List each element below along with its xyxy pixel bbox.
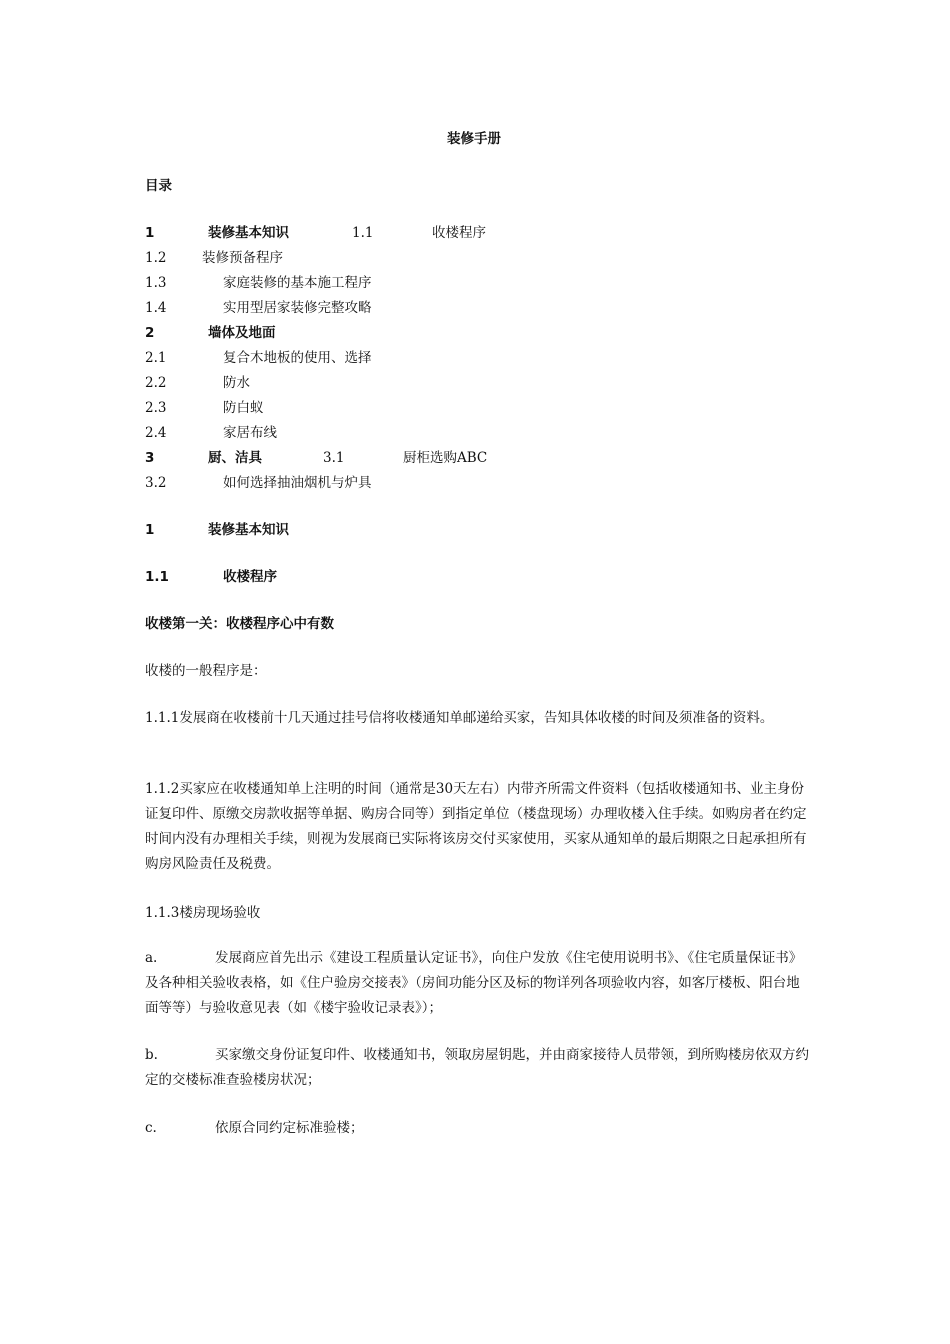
- toc-text: 墙体及地面: [208, 325, 276, 341]
- toc-text: 装修基本知识: [208, 225, 289, 241]
- list-item-c: [145, 1116, 810, 1141]
- list-item-label: b.: [145, 1047, 158, 1063]
- toc-heading: 目录: [145, 178, 172, 194]
- toc-sub-num: 1.1: [352, 225, 374, 241]
- paragraph-1-1-3: 1.1.3楼房现场验收: [145, 905, 261, 921]
- list-item-label: c.: [145, 1120, 157, 1136]
- toc-sub-text: 收楼程序: [432, 225, 486, 241]
- paragraph-1-1-2: 1.1.2买家应在收楼通知单上注明的时间（通常是30天左右）内带齐所需文件资料（包括收楼通知书、业主身份证复印件、原缴交房款收据等单据、购房合同等）到指定单位（楼盘现场）办理收楼入住手续。如购房者在约定时间内没有办理相关手续，则视为发展商已实际将该房交付买家使用，买家从通知单的最后期限之日起承担所有购房风险责任及税费。: [145, 781, 807, 872]
- toc-text: 厨、洁具: [208, 450, 262, 466]
- intro-text: 收楼的一般程序是：: [145, 663, 267, 679]
- list-item-text: 买家缴交身份证复印件、收楼通知书，领取房屋钥匙，并由商家接待人员带领，到所购楼房依双方约定的交楼标准查验楼房状况；: [145, 1047, 809, 1088]
- toc-text: 家庭装修的基本施工程序: [223, 275, 372, 291]
- section-number: 1: [145, 522, 155, 538]
- toc-text: 家居布线: [223, 425, 277, 441]
- toc-num: 2.3: [145, 400, 167, 416]
- subheading: 收楼第一关：收楼程序心中有数: [145, 616, 334, 632]
- toc-text: 如何选择抽油烟机与炉具: [223, 475, 372, 491]
- toc-num: 2: [145, 325, 155, 341]
- toc-text: 防白蚁: [223, 400, 264, 416]
- toc-sub-text: 厨柜选购ABC: [403, 450, 488, 466]
- toc-num: 3: [145, 450, 155, 466]
- list-item-text: 依原合同约定标准验楼；: [215, 1120, 364, 1136]
- section-heading: 装修基本知识: [208, 522, 289, 538]
- subsection-heading: 收楼程序: [223, 569, 277, 585]
- list-item-label: a.: [145, 950, 158, 966]
- toc-num: 2.2: [145, 375, 167, 391]
- toc-num: 2.4: [145, 425, 167, 441]
- list-item-text: 发展商应首先出示《建设工程质量认定证书》，向住户发放《住宅使用说明书》、《住宅质量保证书》及各种相关验收表格，如《住户验房交接表》（房间功能分区及标的物详列各项验收内容，如客厅楼板、阳台地面等等）与验收意见表（如《楼宇验收记录表》）；: [145, 950, 803, 1016]
- toc-num: 1.2: [145, 250, 167, 266]
- toc-num: 2.1: [145, 350, 167, 366]
- list-item-a: [145, 946, 810, 1021]
- toc-num: 1: [145, 225, 155, 241]
- toc-num: 1.3: [145, 275, 167, 291]
- list-item-b: [145, 1043, 810, 1093]
- toc-text: 实用型居家装修完整攻略: [223, 300, 372, 316]
- paragraph-1-1-1: 1.1.1发展商在收楼前十几天通过挂号信将收楼通知单邮递给买家，告知具体收楼的时间及须准备的资料。: [145, 710, 774, 726]
- document-title: 装修手册: [447, 131, 501, 147]
- toc-num: 1.4: [145, 300, 167, 316]
- toc-sub-num: 3.1: [323, 450, 345, 466]
- toc-num: 3.2: [145, 475, 167, 491]
- toc-text: 装修预备程序: [202, 250, 283, 266]
- toc-text: 复合木地板的使用、选择: [223, 350, 372, 366]
- subsection-number: 1.1: [145, 569, 169, 585]
- toc-text: 防水: [223, 375, 250, 391]
